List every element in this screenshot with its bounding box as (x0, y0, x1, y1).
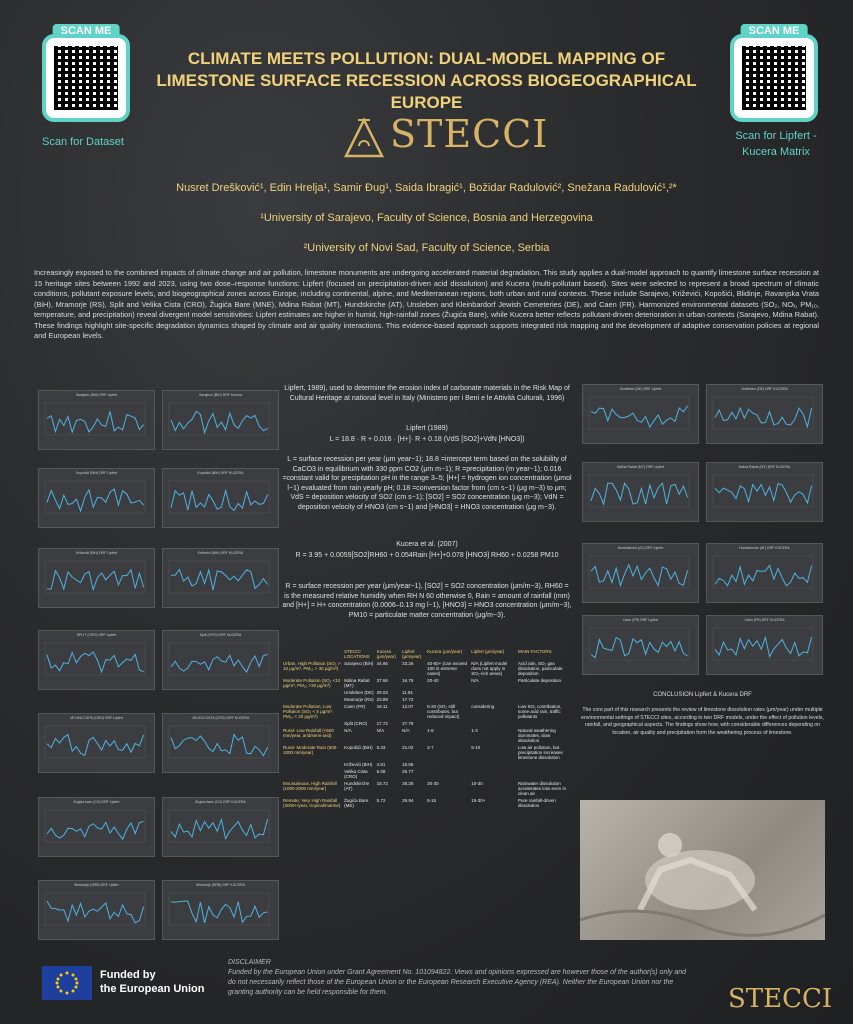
poster-title: CLIMATE MEETS POLLUTION: DUAL-MODEL MAPPING OF LIMESTONE SURFACE RECESSION ACROSS BIOGEOGRAPHICAL EUROPE (156, 49, 697, 112)
chart-thumbnail (162, 548, 279, 608)
table-cell: 5.33 (376, 745, 386, 750)
table-cell: Moderate Pollution (SO₂ <10 μg/m³, PM₁₀ >30 μg/m³) (283, 678, 341, 688)
chart-thumbnail (38, 390, 155, 450)
plot-area (169, 726, 269, 758)
series-line (47, 821, 144, 839)
plot-area (713, 556, 813, 588)
dataset-qr-code[interactable] (42, 25, 130, 122)
plot-area (713, 397, 813, 429)
table-cell: 1-5 (427, 728, 434, 733)
chart-thumbnail (582, 462, 699, 522)
lipfert-description: L = surface recession per year (μm year−1); 18.8 =intercept term based on the solubility of CaCO3 in equilibrium with 330 ppm CO2 (μm m−1); R =precipitation (m year−1); 0.016 =constant valid for precipitation pH in the range 3–5; [H+] = hydrogen ion concentration (μmol l−1) evaluated from rain yearly pH; 0.18 =conversion factor from (cm s−1) (μg m−3) to μm; VdS = deposition velocity of SO2 (cm s−1); [SO2] = SO2 concentration (μg m−3); VdN = deposition velocity of HNO3 (cm s−1) and [HNO3] = HNO3 concentration (μg m−3). (282, 456, 572, 511)
table-cell: 23.26 (402, 661, 414, 666)
table-cell (282, 761, 343, 768)
chart-title: Križevići (BiH) DRF KUCERA (197, 551, 244, 555)
chart-line-plot (167, 399, 273, 443)
table-cell: 2-7 (427, 745, 434, 750)
table-cell (426, 768, 470, 780)
affiliation-1: ¹University of Sarajevo, Faculty of Science, Bosnia and Herzegovina (260, 212, 593, 224)
table-cell: N/A (344, 728, 352, 733)
table-cell (282, 768, 343, 780)
chart-title: SPLIT (CRO) DRF Lipfert (76, 633, 117, 637)
table-cell: 37.66 (376, 678, 388, 683)
chart-line-plot (711, 552, 817, 596)
table-cell: 17.72 (402, 697, 414, 702)
plot-area (589, 628, 689, 660)
plot-area (45, 403, 145, 435)
table-cell: Kopošići (BiH) (344, 745, 373, 750)
chart-title: VELIKA CISTA (CRO) DRF KUCERA (191, 716, 250, 720)
table-cell: 5.72 (376, 798, 386, 803)
table-cell: 28.28 (402, 781, 414, 786)
table-cell: Križevići (BiH) (344, 762, 373, 767)
relief-figure-image (580, 800, 825, 940)
eu-flag (42, 966, 92, 1000)
kucera-equation: R = 3.95 + 0.0059[SO2]RH60 + 0.054Rain [H+]+0.078 [HNO3] RH60 + 0.0258 PM10 (295, 552, 559, 559)
table-cell: Natural weathering dominates, slow dissolution (517, 728, 556, 743)
chart-thumbnail (582, 615, 699, 675)
series-line (591, 483, 688, 504)
series-line (47, 570, 144, 590)
table-cell: Split (CRO) (344, 721, 368, 726)
table-cell: 20-30 (427, 781, 439, 786)
chart-title: Mramorje (SRB) DRF KUCERA (195, 883, 245, 887)
authors: Nusret Drešković¹, Edin Hrelja¹, Samir Đug¹, Saida Ibragić¹, Božidar Radulović², Snežana Radulović¹,²* (176, 182, 677, 194)
table-cell (517, 696, 572, 703)
chart-thumbnail (162, 630, 279, 690)
series-line (715, 637, 812, 657)
table-cell: 18.11 (376, 704, 388, 709)
table-cell: considering (471, 704, 495, 709)
logo-text: STECCI (390, 112, 549, 156)
series-line (47, 411, 144, 432)
series-line (591, 638, 688, 658)
chart-title: Caen (FR) DRF KUCERA (744, 618, 785, 622)
lipfert-reference: Lipfert (1989) (406, 425, 448, 432)
series-line (47, 735, 144, 756)
scan-me-tag: SCAN ME (53, 24, 120, 38)
affiliation-2: ²University of Novi Sad, Faculty of Science, Serbia (303, 242, 550, 254)
table-row (282, 744, 572, 761)
table-cell: Urban, High Pollution (SO₂ > 10 μg/m³, PM₁₀ > 30 μg/m³) (283, 661, 341, 671)
table-cell (282, 696, 343, 703)
series-line (171, 901, 268, 923)
qr-right-caption: Scan for Lipfert - Kucera Matrix (735, 130, 817, 158)
table-cell: 29.03 (376, 690, 388, 695)
table-cell (470, 689, 517, 696)
table-cell: 11.81 (402, 690, 414, 695)
funding-label (100, 968, 205, 996)
table-cell: 18.72 (376, 781, 388, 786)
kucera-description: R = surface recession per year (μm/year−1), [SO2] = SO2 concentration (μm/m−3), RH60 = is the measured relative humidity when RH N 60 otherwise 0, Rain = amount of rainfall (mm) and [H+] = H+ concentration (0.0006–0.13 mg l−1), [HNO3] = HNO3 concentration (μm/m−3), PM10 = particulate matter concentration (μg/m−3). (282, 583, 572, 619)
table-cell (426, 696, 470, 703)
methods-intro: Lipfert, 1989), used to determine the erosion index of carbonate materials in the Risk Map of Cultural Heritage at national level in Italy (Ministero per i Beni e le Attività Culturali, 1996) (284, 385, 570, 402)
plot-area (45, 893, 145, 925)
table-cell: Mountainous, High Rainfall (1000-2000 mm/year) (283, 781, 337, 791)
table-cell (470, 768, 517, 780)
chart-line-plot (587, 552, 693, 596)
table-body (282, 660, 572, 809)
chart-thumbnail (706, 462, 823, 522)
series-line (171, 735, 268, 756)
table-cell: 44.86 (376, 661, 388, 666)
series-line (591, 406, 688, 427)
table-cell (517, 768, 572, 780)
funding-line-2: the European Union (100, 983, 205, 995)
table-cell: Mramorje (RS) (344, 697, 374, 702)
series-line (171, 570, 268, 590)
table-cell: 5-10 (471, 745, 481, 750)
abstract: Increasingly exposed to the combined impacts of climate change and air pollution, limestone monuments are undergoing accelerated material degradation. This study applies a dual-model approach to quantify limestone surface recession at 15 heritage sites between 1992 and 2023, using two dose–response functions: Lipfert (focused on precipitation-driven acid dissolution) and Kucera (multi-pollutant based). Sites were selected to represent a broad spectrum of climatic conditions, pollutant exposure levels, and biogeographical zones across Europe, including continental, alpine, and Mediterranean regions, both urban and rural contexts. These include Sarajevo, Križevići, Kopošići, Blidinje, Ravanjska Vrata (BiH), Mramorje (RS), Split and Velika Cista (CRO), Žugića Bare (MNE), Mdina Rabat (MT), Hundskirche (AT), Unsleben and Kleinbardorf Jewish Cemeteries (DE), and Caen (FR). Harmonized environmental datasets (SO₂, NOₓ, PM₁₀, temperature, and precipitation) reveal divergent model sensitivities: Lipfert estimates are higher in humid, high-rainfall zones (Žugića Bare), while Kucera better reflects pollutant-driven deterioration in urban contexts (Sarajevo, Mdina Rabat). These findings highlight site-specific degradation dynamics shaped by climate and air quality interactions. This evidence-based approach supports integrated risk mapping and the development of adaptive conservation policies at regional and European levels. (34, 268, 819, 340)
matrix-qr-code[interactable] (730, 25, 818, 122)
table-cell (426, 761, 470, 768)
chart-line-plot (167, 889, 273, 933)
eu-stars-icon (42, 966, 92, 1000)
table-cell: N/A (376, 728, 385, 733)
table-row (282, 780, 572, 797)
plot-area (713, 475, 813, 507)
chart-thumbnail (162, 713, 279, 773)
table-row (282, 720, 572, 727)
table-cell: 27.78 (402, 721, 414, 726)
table-header-cell: STECCI LOCATIONS (344, 649, 370, 659)
table-cell: Rural- Moderate Rain (500-1000 mm/year) (283, 745, 338, 755)
table-cell: Moderate Pollution, Low Pollution (SO₂ < 5 μg/m³, PM₁₀ < 20 μg/m³) (283, 704, 333, 719)
series-line (171, 411, 268, 432)
table-header-cell: Kucera (μm/year) (376, 649, 396, 659)
table-cell: Hundskirche (AT) (344, 781, 370, 791)
table-cell: 10-30 (471, 781, 483, 786)
table-header-cell: Kucera (μm/year) (427, 649, 462, 654)
chart-title: Mramorje (SRB) DRF Lipfert (74, 883, 119, 887)
plot-area (45, 561, 145, 593)
kucera-reference: Kucera et al. (2007) (396, 541, 458, 548)
table-cell: 29.94 (402, 798, 414, 803)
table-row (282, 768, 572, 780)
table-cell: 1-3 (471, 728, 478, 733)
table-cell: 16.75 (402, 678, 414, 683)
chart-line-plot (711, 393, 817, 437)
table-cell: Acid rain, SO₂ gas dissolution, particulate deposition (517, 661, 563, 676)
table-row (282, 677, 572, 689)
table-cell: Rural- Low Rainfall (<500 mm/year, arid/semi-arid) (283, 728, 334, 738)
qr-code-icon (742, 46, 806, 110)
chart-title: Mdina Rabat (MT) DRF KUCERA (738, 465, 791, 469)
chart-thumbnail (706, 384, 823, 444)
chart-title: Unsleben (DE) DRF Lipfert (619, 387, 662, 391)
chart-line-plot (167, 806, 273, 850)
chart-thumbnail (162, 797, 279, 857)
table-cell: N/A (Lipfert model does not apply in SO₂-rich areas) (471, 661, 508, 676)
chart-thumbnail (706, 615, 823, 675)
qr-left-caption: Scan for Dataset (42, 136, 124, 148)
funding-line-1: Funded by (100, 969, 156, 981)
table-cell: 26.77 (402, 769, 414, 774)
table-cell: Particulate deposition (517, 678, 561, 683)
table-cell: N/A (402, 728, 410, 733)
conclusion-text: The core part of this research presents the review of limestone dissolution rates (μm/year) under multiple environmental settings of STECCI sites, according to two DRF models, under the effect of pollution levels, rainfall, and geographical aspects. The findings show how, with considerable differences depending on location, air quality and precipitation form the weathering process of limestone. (581, 707, 824, 736)
plot-area (169, 561, 269, 593)
results-table (282, 648, 572, 809)
table-header-cell: Lipfert (μm/year) (402, 649, 422, 659)
table-row (282, 761, 572, 768)
series-line (715, 408, 812, 427)
table-cell (517, 689, 572, 696)
table-header-cell (282, 648, 343, 660)
chart-title: Caen (FR) DRF Lipfert (622, 618, 659, 622)
chart-line-plot (711, 471, 817, 515)
table-cell: 40-60+ (can exceed 100 in extreme cases) (427, 661, 468, 676)
series-line (171, 491, 268, 511)
disclaimer-text: Funded by the European Union under Grant Agreement No. 101094822. Views and opinions expressed are however those of the author(s) only and do not necessarily reflect those of the European Union or the European Research Executive Agency (REA). Neither the European Union nor the granting authority can be held responsible for them. (228, 969, 687, 996)
disclaimer (228, 958, 688, 998)
series-line (47, 489, 144, 511)
table-cell: 5.09 (376, 769, 386, 774)
table-cell: Velika Cista (CRO) (344, 769, 368, 779)
scan-me-tag: SCAN ME (741, 24, 808, 38)
chart-thumbnail (706, 543, 823, 603)
chart-line-plot (43, 399, 149, 443)
table-cell: Unsleben (DE) (344, 690, 374, 695)
series-line (715, 484, 812, 504)
table-cell (282, 720, 343, 727)
table-header-row (282, 648, 572, 660)
table-cell: Pure rainfall-driven dissolution (517, 798, 556, 808)
chart-title: Kopošići (BiH) DRF KUCERA (197, 471, 244, 475)
chart-thumbnail (582, 384, 699, 444)
conclusion-title: CONCLUSION Lipfert & Kucera DRF (653, 692, 752, 698)
series-line (47, 901, 144, 923)
stecci-logo (336, 106, 549, 168)
table-row (282, 703, 572, 720)
qr-code-icon (54, 46, 118, 110)
chart-line-plot (711, 624, 817, 668)
chart-title: Kopošići (BiH) DRF Lipfert (75, 471, 118, 475)
series-line (715, 565, 812, 586)
table-cell: Žugića Bare (ME) (344, 798, 369, 808)
chart-thumbnail (38, 713, 155, 773)
chart-thumbnail (38, 797, 155, 857)
chart-thumbnail (38, 880, 155, 940)
chart-title: VELIKA CISTA (CRO) DRF Lipfert (70, 716, 123, 720)
chart-title: Žugića bare (CG) DRF Lipfert (73, 800, 120, 804)
table-cell: 4.81 (376, 762, 386, 767)
table-cell: 5-15 (427, 798, 437, 803)
series-line (591, 565, 688, 586)
table-header-cell: MAIN FACTORS (517, 649, 552, 654)
chart-title: Žugića bare (CG) DRF KUCERA (195, 800, 246, 804)
chart-line-plot (587, 471, 693, 515)
series-line (47, 652, 144, 672)
chart-line-plot (167, 557, 273, 601)
table-cell (470, 696, 517, 703)
chart-line-plot (43, 806, 149, 850)
table-cell (470, 720, 517, 727)
series-line (171, 819, 268, 839)
plot-area (589, 397, 689, 429)
table-cell: 23.89 (376, 697, 388, 702)
chart-line-plot (43, 889, 149, 933)
table-header-cell: Lipfert (μm/year) (471, 649, 505, 654)
chart-line-plot (43, 477, 149, 521)
table-row (282, 727, 572, 744)
table-cell (426, 689, 470, 696)
chart-title: Sarajevo (BiH) DRF Kucera (199, 393, 242, 397)
table-cell: 20-40 (427, 678, 439, 683)
plot-area (169, 403, 269, 435)
table-cell (282, 689, 343, 696)
table-cell: 12.07 (402, 704, 414, 709)
chart-line-plot (587, 624, 693, 668)
table-cell: Caen (FR) (344, 704, 366, 709)
table-cell: Mdina Rabat (MT) (344, 678, 370, 688)
footer-stecci-logo (728, 984, 832, 1014)
table-cell: Low air pollution, but precipitation increases limestone dissolution (517, 745, 563, 760)
lipfert-equation: L = 18.8 · R + 0.016 · [H+]· R + 0.18 (VdS [SO2]+VdN [HNO3]) (329, 436, 525, 443)
chart-title: Unsleben (DE) DRF KUCERA (741, 387, 788, 391)
chart-line-plot (43, 722, 149, 766)
stecak-relief-photo (580, 800, 825, 940)
table-cell: N/A (471, 678, 479, 683)
chart-title: Split (CRO) DRF KUCERA (199, 633, 242, 637)
table-cell: Rainwater dissolution accelerates loss even in clean air (517, 781, 566, 796)
chart-thumbnail (162, 390, 279, 450)
table-cell (517, 720, 572, 727)
chart-line-plot (587, 393, 693, 437)
table-cell: 5-20 (SO₂ still contributes, but reduced impact) (427, 704, 460, 719)
chart-thumbnail (162, 468, 279, 528)
table-cell: Remote, Very High Rainfall (2000+/year, tropical/marine) (283, 798, 341, 808)
chart-thumbnail (162, 880, 279, 940)
table-cell: Low SO₂ contribution, some acid rain, traffic pollutants (517, 704, 562, 719)
chart-line-plot (167, 477, 273, 521)
chart-title: Križevići (BiH) DRF Lipfert (76, 551, 117, 555)
chart-thumbnail (38, 630, 155, 690)
table-row (282, 696, 572, 703)
table-cell: 21.02 (402, 745, 414, 750)
chart-thumbnail (38, 468, 155, 528)
chart-title: Mdina Rabat (MT) DRF Lipfert (616, 465, 665, 469)
footer-logo-text: STECCI (728, 984, 833, 1014)
series-line (171, 654, 268, 672)
chart-line-plot (43, 639, 149, 683)
chart-title: Hundskirche (AT) DRF KUCERA (739, 546, 790, 550)
chart-title: Hundskirche (AT) DRF Lipfert (617, 546, 664, 550)
table-row (282, 660, 572, 677)
chart-thumbnail (38, 548, 155, 608)
table-cell: Sarajevo (BiH) (344, 661, 374, 666)
chart-title: Sarajevo (BiH) DRF Lipfert (75, 393, 118, 397)
table-cell (426, 720, 470, 727)
chart-line-plot (43, 557, 149, 601)
table-cell (517, 761, 572, 768)
table-cell: 15-30+ (471, 798, 486, 803)
table-cell: 18.65 (402, 762, 414, 767)
table-row (282, 797, 572, 809)
table-cell: 17.72 (376, 721, 388, 726)
table-cell (470, 761, 517, 768)
chart-line-plot (167, 639, 273, 683)
disclaimer-title: DISCLAIMER (228, 959, 271, 966)
chart-thumbnail (582, 543, 699, 603)
table-row (282, 689, 572, 696)
chart-line-plot (167, 722, 273, 766)
